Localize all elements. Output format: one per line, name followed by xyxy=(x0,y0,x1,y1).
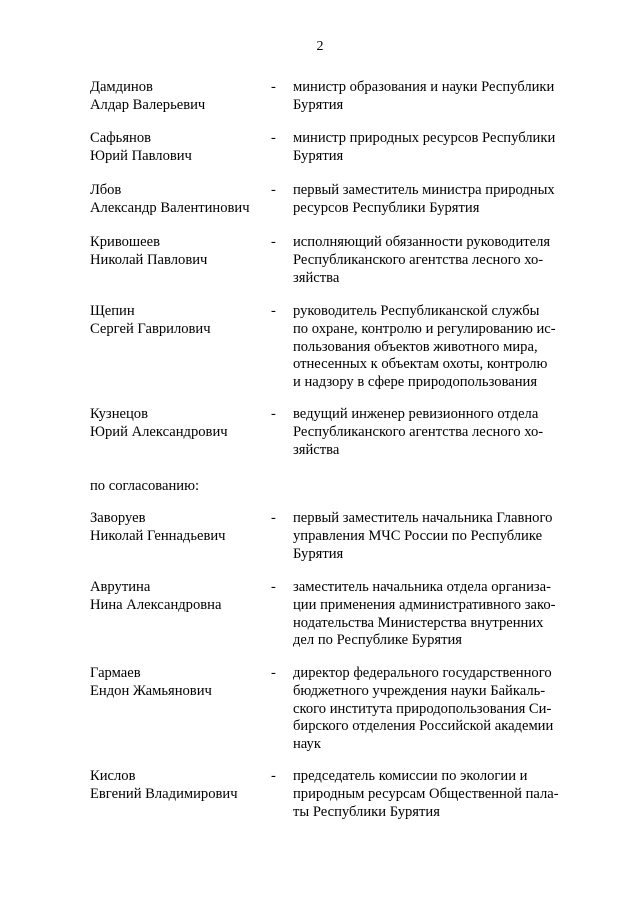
member-given-names: Юрий Павлович xyxy=(90,147,192,164)
member-name xyxy=(90,510,270,546)
member-surname: Гармаев xyxy=(90,665,141,681)
member-surname: Заворуев xyxy=(90,510,146,526)
position-line: ты Республики Бурятия xyxy=(293,803,440,820)
member-entry-avrutina xyxy=(0,579,640,659)
member-entry-kislov xyxy=(0,768,640,848)
position-line: Республиканского агентства лесного хо- xyxy=(293,423,544,440)
member-given-names: Юрий Александрович xyxy=(90,423,228,440)
position-line: бирского отделения Российской академии xyxy=(293,718,554,735)
member-name xyxy=(90,406,270,442)
member-given-names: Евгений Владимирович xyxy=(90,785,238,802)
separator-dash: - xyxy=(271,130,276,146)
member-given-names: Сергей Гаврилович xyxy=(90,320,211,337)
member-name xyxy=(90,768,270,804)
member-surname: Аврутина xyxy=(90,579,151,595)
member-given-names: Алдар Валерьевич xyxy=(90,96,206,113)
member-entry-kuznetsov xyxy=(0,406,640,486)
position-line: Бурятия xyxy=(293,545,344,562)
member-position xyxy=(293,303,573,392)
position-line: председатель комиссии по экологии и xyxy=(293,768,528,784)
member-surname: Кузнецов xyxy=(90,406,148,422)
position-line: первый заместитель начальника Главного xyxy=(293,510,553,526)
member-name xyxy=(90,130,270,166)
member-name xyxy=(90,182,270,218)
member-position xyxy=(293,406,573,459)
position-line: отнесенных к объектам охоты, контролю xyxy=(293,356,548,373)
position-line: наук xyxy=(293,736,321,753)
member-position xyxy=(293,182,573,218)
member-entry-garmaev xyxy=(0,665,640,753)
position-line: зяйства xyxy=(293,269,340,286)
position-line: зяйства xyxy=(293,441,340,458)
member-name xyxy=(90,234,270,270)
separator-dash: - xyxy=(271,79,276,95)
position-line: ресурсов Республики Бурятия xyxy=(293,199,480,216)
position-line: природным ресурсам Общественной пала- xyxy=(293,785,559,802)
separator-dash: - xyxy=(271,579,276,595)
member-surname: Щепин xyxy=(90,303,135,319)
member-given-names: Александр Валентинович xyxy=(90,199,250,216)
member-surname: Лбов xyxy=(90,182,122,198)
member-name xyxy=(90,665,270,701)
position-line: по охране, контролю и регулированию ис- xyxy=(293,320,556,337)
position-line: Бурятия xyxy=(293,147,344,164)
position-line: министр природных ресурсов Республики xyxy=(293,130,556,146)
position-line: руководитель Республиканской службы xyxy=(293,303,540,319)
separator-dash: - xyxy=(271,234,276,250)
member-given-names: Николай Геннадьевич xyxy=(90,527,226,544)
position-line: ского института природопользования Си- xyxy=(293,700,552,717)
member-entry-zavoruev xyxy=(0,510,640,590)
member-position xyxy=(293,234,573,287)
member-position xyxy=(293,510,573,563)
member-given-names: Нина Александровна xyxy=(90,596,222,613)
page-number: 2 xyxy=(316,39,324,54)
position-line: первый заместитель министра природных xyxy=(293,182,555,198)
separator-dash: - xyxy=(271,303,276,319)
member-name xyxy=(90,79,270,115)
member-position xyxy=(293,768,573,821)
member-position xyxy=(293,79,573,115)
position-line: пользования объектов животного мира, xyxy=(293,338,538,355)
position-line: ции применения административного зако- xyxy=(293,596,556,613)
position-line: управления МЧС России по Республике xyxy=(293,527,543,544)
position-line: дел по Республике Бурятия xyxy=(293,632,462,649)
member-surname: Кривошеев xyxy=(90,234,161,250)
member-surname: Кислов xyxy=(90,768,136,784)
member-given-names: Николай Павлович xyxy=(90,251,208,268)
member-position xyxy=(293,665,573,754)
section-label-by-agreement: по согласованию: xyxy=(90,478,200,494)
separator-dash: - xyxy=(271,768,276,784)
position-line: министр образования и науки Республики xyxy=(293,79,555,95)
separator-dash: - xyxy=(271,510,276,526)
position-line: исполняющий обязанности руководителя xyxy=(293,234,551,250)
position-line: и надзору в сфере природопользования xyxy=(293,374,538,391)
separator-dash: - xyxy=(271,665,276,681)
position-line: бюджетного учреждения науки Байкаль- xyxy=(293,682,546,699)
member-position xyxy=(293,579,573,650)
position-line: нодательства Министерства внутренних xyxy=(293,614,544,631)
member-entry-krivosheev xyxy=(0,234,640,314)
separator-dash: - xyxy=(271,182,276,198)
separator-dash: - xyxy=(271,406,276,422)
position-line: Республиканского агентства лесного хо- xyxy=(293,251,544,268)
member-surname: Сафьянов xyxy=(90,130,152,146)
member-name xyxy=(90,579,270,615)
member-entry-shchepin xyxy=(0,303,640,391)
member-position xyxy=(293,130,573,166)
position-line: заместитель начальника отдела организа- xyxy=(293,579,552,595)
member-surname: Дамдинов xyxy=(90,79,153,95)
position-line: Бурятия xyxy=(293,96,344,113)
member-name xyxy=(90,303,270,339)
position-line: директор федерального государственного xyxy=(293,665,552,681)
position-line: ведущий инженер ревизионного отдела xyxy=(293,406,539,422)
member-given-names: Ендон Жамьянович xyxy=(90,682,212,699)
